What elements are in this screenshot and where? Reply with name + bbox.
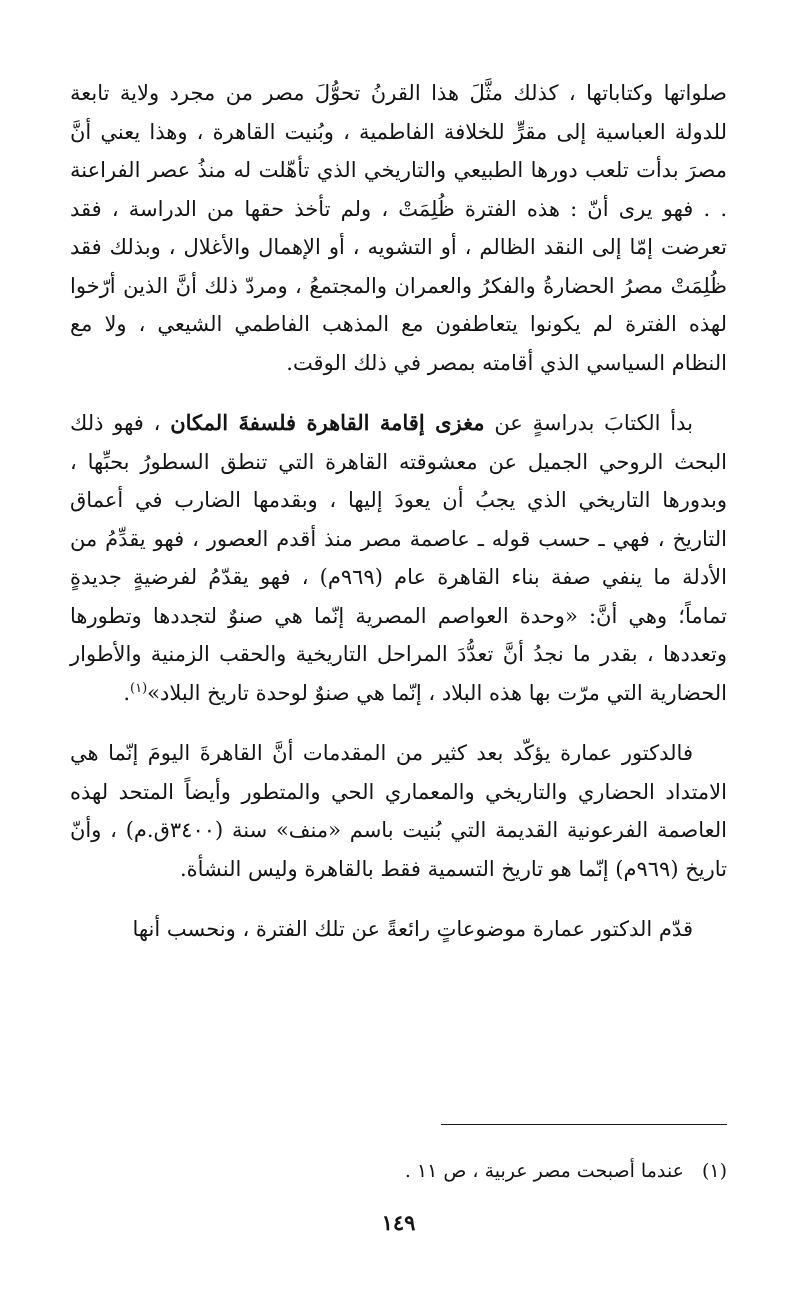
paragraph-2-end: . bbox=[123, 680, 131, 705]
footnote bbox=[70, 1156, 727, 1186]
paragraph-4: قدّم الدكتور عمارة موضوعاتٍ رائعةً عن تلك الفترة ، ونحسب أنها bbox=[132, 917, 693, 941]
paragraph-3: فالدكتور عمارة يؤكّد بعد كثير من المقدمات أنَّ القاهرةَ اليومَ إنّما هي الامتداد الحضاري والتاريخي والمعماري الحي والمتطور وأيضاً المتحد لهذه العاصمة الفرعونية القديمة التي بُنيت باسم «منف» سنة (٣٤٠٠ق.م) ، وأنّ تاريخ (٩٦٩م) إنّما هو تاريخ التسمية فقط بالقاهرة وليس النشأة. bbox=[70, 741, 727, 881]
paragraph-2-lead: بدأ الكتابَ بدراسةٍ عن bbox=[484, 411, 694, 435]
footnote-reference[interactable]: (١) bbox=[130, 680, 148, 696]
paragraph-2-emphasis: مغزى إقامة القاهرة فلسفةَ المكان bbox=[170, 410, 485, 435]
footnote-marker: (١) bbox=[701, 1160, 727, 1182]
footnote-text: عندما أصبحت مصر عربية ، ص ١١ . bbox=[404, 1160, 684, 1182]
book-page bbox=[70, 74, 727, 1296]
paragraph-1: صلواتها وكتاباتها ، كذلك مثَّلَ هذا القرنُ تحوُّلَ مصر من مجرد ولاية تابعة للدولة العباسية إلى مقرٍّ للخلافة الفاطمية ، وبُنيت القاهرة ، وهذا يعني أنَّ مصرَ بدأت تلعب دورها الطبيعي والتاريخي الذي تأهّلت له منذُ عصر الفراعنة . . فهو يرى أنّ : هذه الفترة ظُلِمَتْ ، ولم تأخذ حقها من الدراسة ، فقد تعرضت إمّا إلى النقد الظالم ، أو التشويه ، أو الإهمال والأغلال ، وبذلك فقد ظُلِمَتْ مصرُ الحضارةُ والفكرُ والعمران والمجتمعُ ، ومردّ ذلك أنَّ الذين أرّخوا لهذه الفترة لم يكونوا يتعاطفون مع المذهب الفاطمي الشيعي ، ولا مع النظام السياسي الذي أقامته بمصر في ذلك الوقت. bbox=[70, 81, 727, 375]
paragraph-2 bbox=[70, 404, 727, 712]
footnote-divider bbox=[441, 1124, 727, 1125]
paragraph-2-body: ، فهو ذلك البحث الروحي الجميل عن معشوقته القاهرة التي تنطق السطورُ بحبِّها ، وبدورها التاريخي الذي يجبُ أن يعودَ إليها ، وبقدمها الضارب في أعماق التاريخ ، فهي ـ حسب قوله ـ عاصمة مصر منذ أقدم العصور ، فهو يقدِّمُ من الأدلة ما ينفي صفة بناء القاهرة عام (٩٦٩م) ، فهو يقدّمُ لفرضيةٍ جديدةٍ تماماً؛ وهي أنَّ: «وحدة العواصم المصرية إنّما هي صنوٌ لتجددها وتطورها وتعددها ، بقدر ما نجدُ أنَّ تعدُّدَ المراحل التاريخية والحقب الزمنية والأطوار الحضارية التي مرّت بها هذه البلاد ، إنّما هي صنوٌ لوحدة تاريخ البلاد» bbox=[70, 411, 727, 705]
page-number: ١٤٩ bbox=[381, 1210, 416, 1235]
